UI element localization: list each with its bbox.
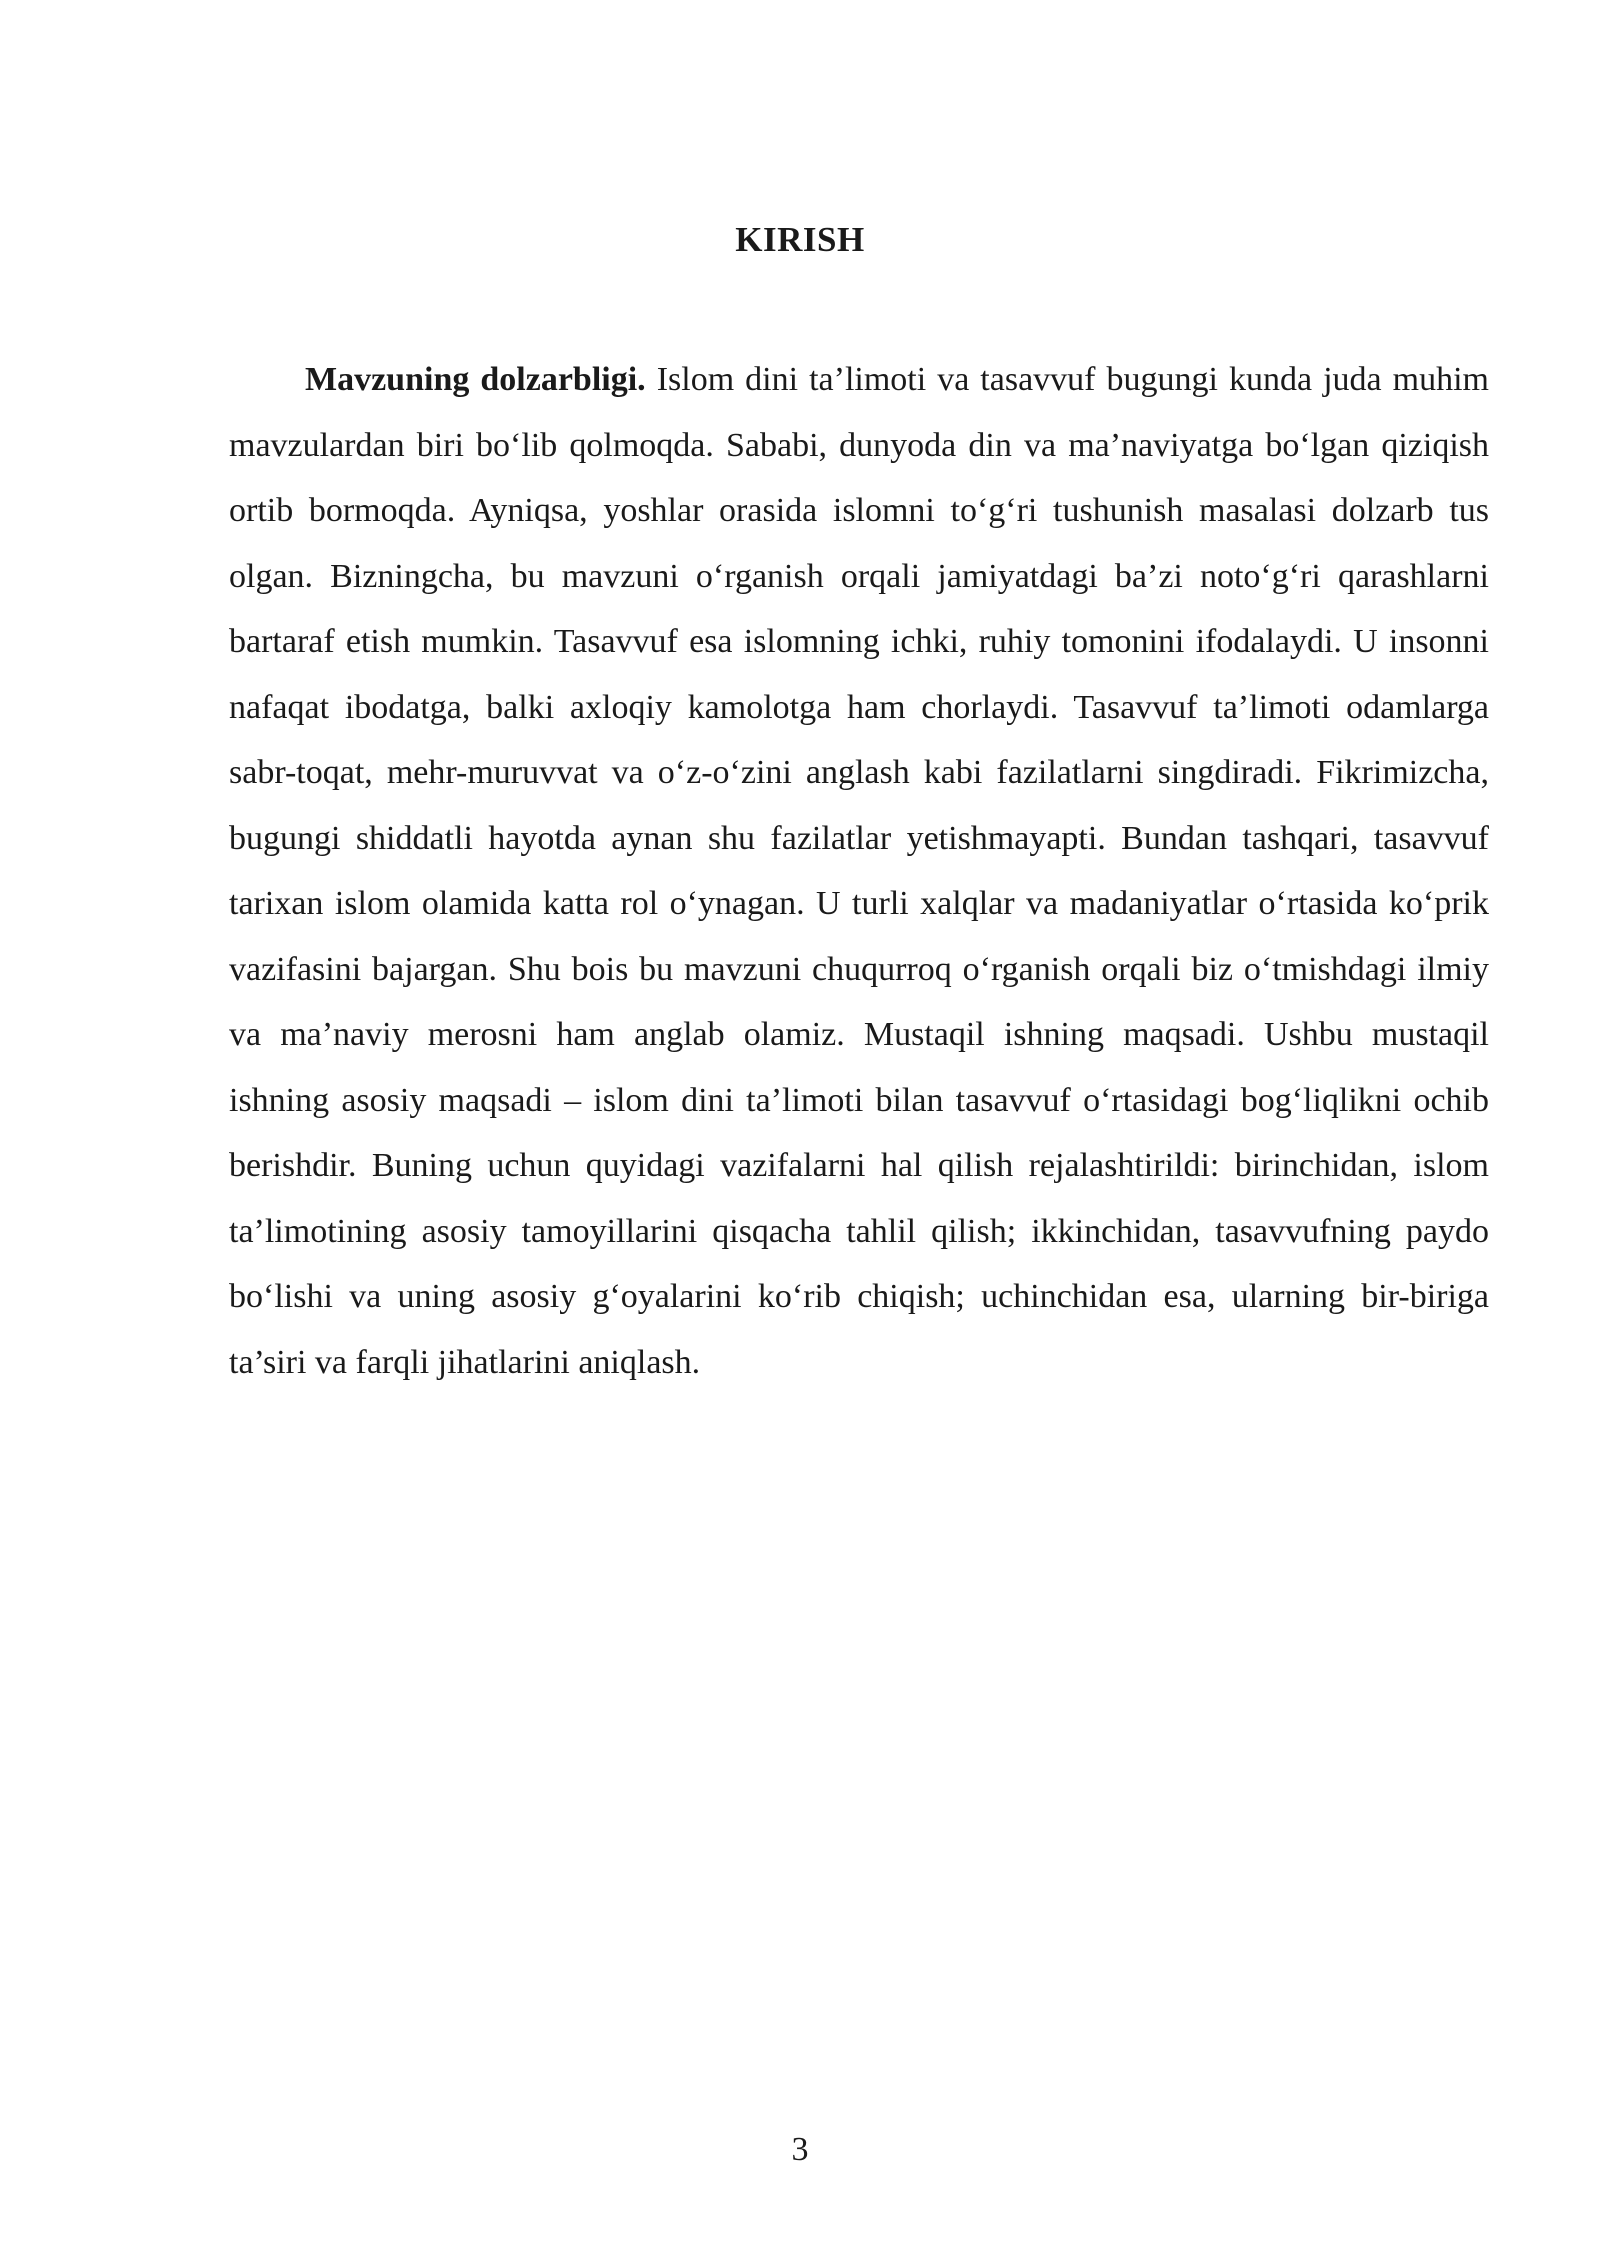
body-paragraph [229,347,1489,1395]
paragraph-text: Islom dini ta’limoti va tasavvuf bugungi kunda juda muhim mavzulardan biri bo‘lib qolmoqda. Sababi, dunyoda din va ma’naviyatga bo‘lgan qiziqish ortib bormoqda. Ayniqsa, yoshlar orasida islomni to‘g‘ri tushunish masalasi dolzarb tus olgan. Bizningcha, bu mavzuni o‘rganish orqali jamiyatdagi ba’zi noto‘g‘ri qarashlarni bartaraf etish mumkin. Tasavvuf esa islomning ichki, ruhiy tomonini ifodalaydi. U insonni nafaqat ibodatga, balki axloqiy kamolotga ham chorlaydi. Tasavvuf ta’limoti odamlarga sabr-toqat, mehr-muruvvat va o‘z-o‘zini anglash kabi fazilatlarni singdiradi. Fikrimizcha, bugungi shiddatli hayotda aynan shu fazilatlar yetishmayapti. Bundan tashqari, tasavvuf tarixan islom olamida katta rol o‘ynagan. U turli xalqlar va madaniyatlar o‘rtasida ko‘prik vazifasini bajargan. Shu bois bu mavzuni chuqurroq o‘rganish orqali biz o‘tmishdagi ilmiy va ma’naviy merosni ham anglab olamiz. Mustaqil ishning maqsadi. Ushbu mustaqil ishning asosiy maqsadi – islom dini ta’limoti bilan tasavvuf o‘rtasidagi bog‘liqlikni ochib berishdir. Buning uchun quyidagi vazifalarni hal qilish rejalashtirildi: birinchidan, islom ta’limotining asosiy tamoyillarini qisqacha tahlil qilish; ikkinchidan, tasavvufning paydo bo‘lishi va uning asosiy g‘oyalarini ko‘rib chiqish; uchinchidan esa, ularning bir-biriga ta’siri va farqli jihatlarini aniqlash. [229,361,1489,1381]
paragraph-lead: Mavzuning dolzarbligi. [305,361,646,398]
page-number: 3 [791,2131,809,2168]
section-title: KIRISH [735,220,865,259]
